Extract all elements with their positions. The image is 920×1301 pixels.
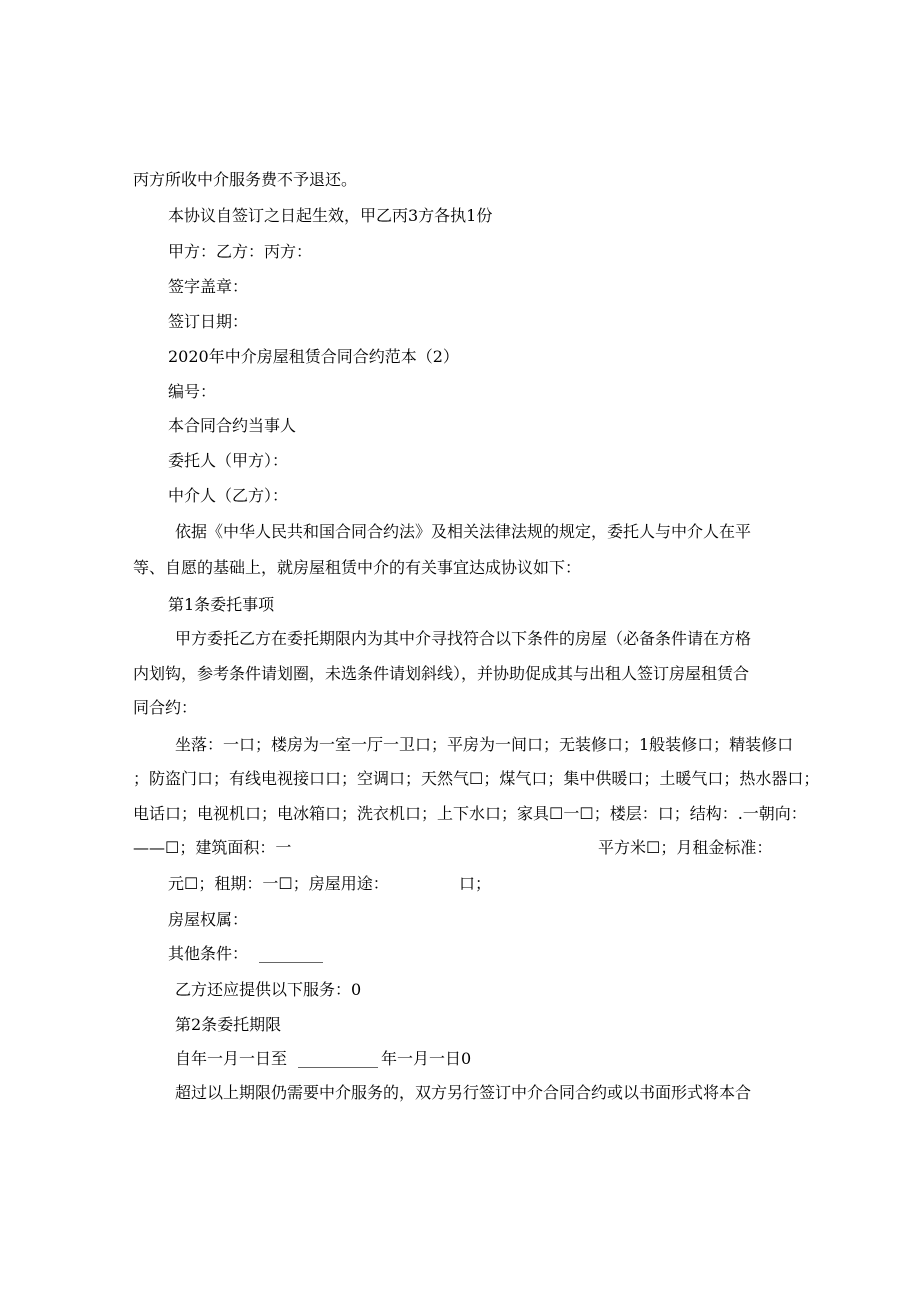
text-line: 乙方还应提供以下服务：0	[175, 980, 362, 999]
blank-underline: __________	[298, 1049, 378, 1068]
text-line: 口；	[459, 874, 492, 893]
text-line: 元☐；租期：一☐；房屋用途：	[168, 874, 389, 893]
text-line: 超过以上期限仍需要中介服务的，双方另行签订中介合同合约或以书面形式将本合	[175, 1083, 752, 1102]
section-heading: 2020年中介房屋租赁合同合约范本（2）	[168, 347, 459, 366]
text-line: 内划钩，参考条件请划圈，未选条件请划斜线），并协助促成其与出租人签订房屋租赁合	[133, 664, 750, 683]
text-line: 其他条件：	[168, 944, 249, 963]
text-line: 编号：	[168, 382, 217, 401]
text-line: 依据《中华人民共和国合同合约法》及相关法律法规的规定，委托人与中介人在平	[175, 522, 752, 541]
text-line: 本协议自签订之日起生效，甲乙丙3方各执1份	[168, 206, 493, 225]
text-line: 等、自愿的基础上，就房屋租赁中介的有关事宜达成协议如下：	[133, 558, 582, 577]
text-line: 签订日期：	[168, 312, 249, 331]
text-line: 年一月一日0	[381, 1049, 472, 1068]
article-heading: 第2条委托期限	[175, 1015, 282, 1034]
text-line: 签字盖章：	[168, 277, 249, 296]
text-line: 甲方：乙方：丙方：	[168, 242, 313, 261]
text-line: 房屋权属：	[168, 910, 249, 929]
text-line: 同合约：	[133, 698, 198, 717]
text-line: ——☐；建筑面积：一	[133, 838, 292, 857]
text-line: ；防盗门口；有线电视接口口；空调口；天然气☐；煤气口；集中供暖口；土暖气口；热水器口；	[133, 769, 820, 788]
text-line: 平方米☐；月租金标准：	[598, 838, 773, 857]
article-heading: 第1条委托事项	[168, 595, 275, 614]
text-line: 自年一月一日至	[175, 1049, 288, 1068]
text-line: 电话口；电视机口；电冰箱口；洗衣机口；上下水口；家具☐一☐；楼层：口；结构：.一朝向：	[133, 804, 807, 823]
blank-underline: ________	[259, 944, 323, 963]
text-line: 甲方委托乙方在委托期限内为其中介寻找符合以下条件的房屋（必备条件请在方格	[175, 629, 752, 648]
text-line: 本合同合约当事人	[168, 416, 297, 435]
text-line: 坐落：一口；楼房为一室一厅一卫口；平房为一间口；无装修口；1般装修口；精装修口	[175, 735, 794, 754]
text-line: 中介人（乙方）：	[168, 486, 289, 505]
text-line: 委托人（甲方）：	[168, 451, 289, 470]
text-line: 丙方所收中介服务费不予退还。	[133, 170, 358, 189]
